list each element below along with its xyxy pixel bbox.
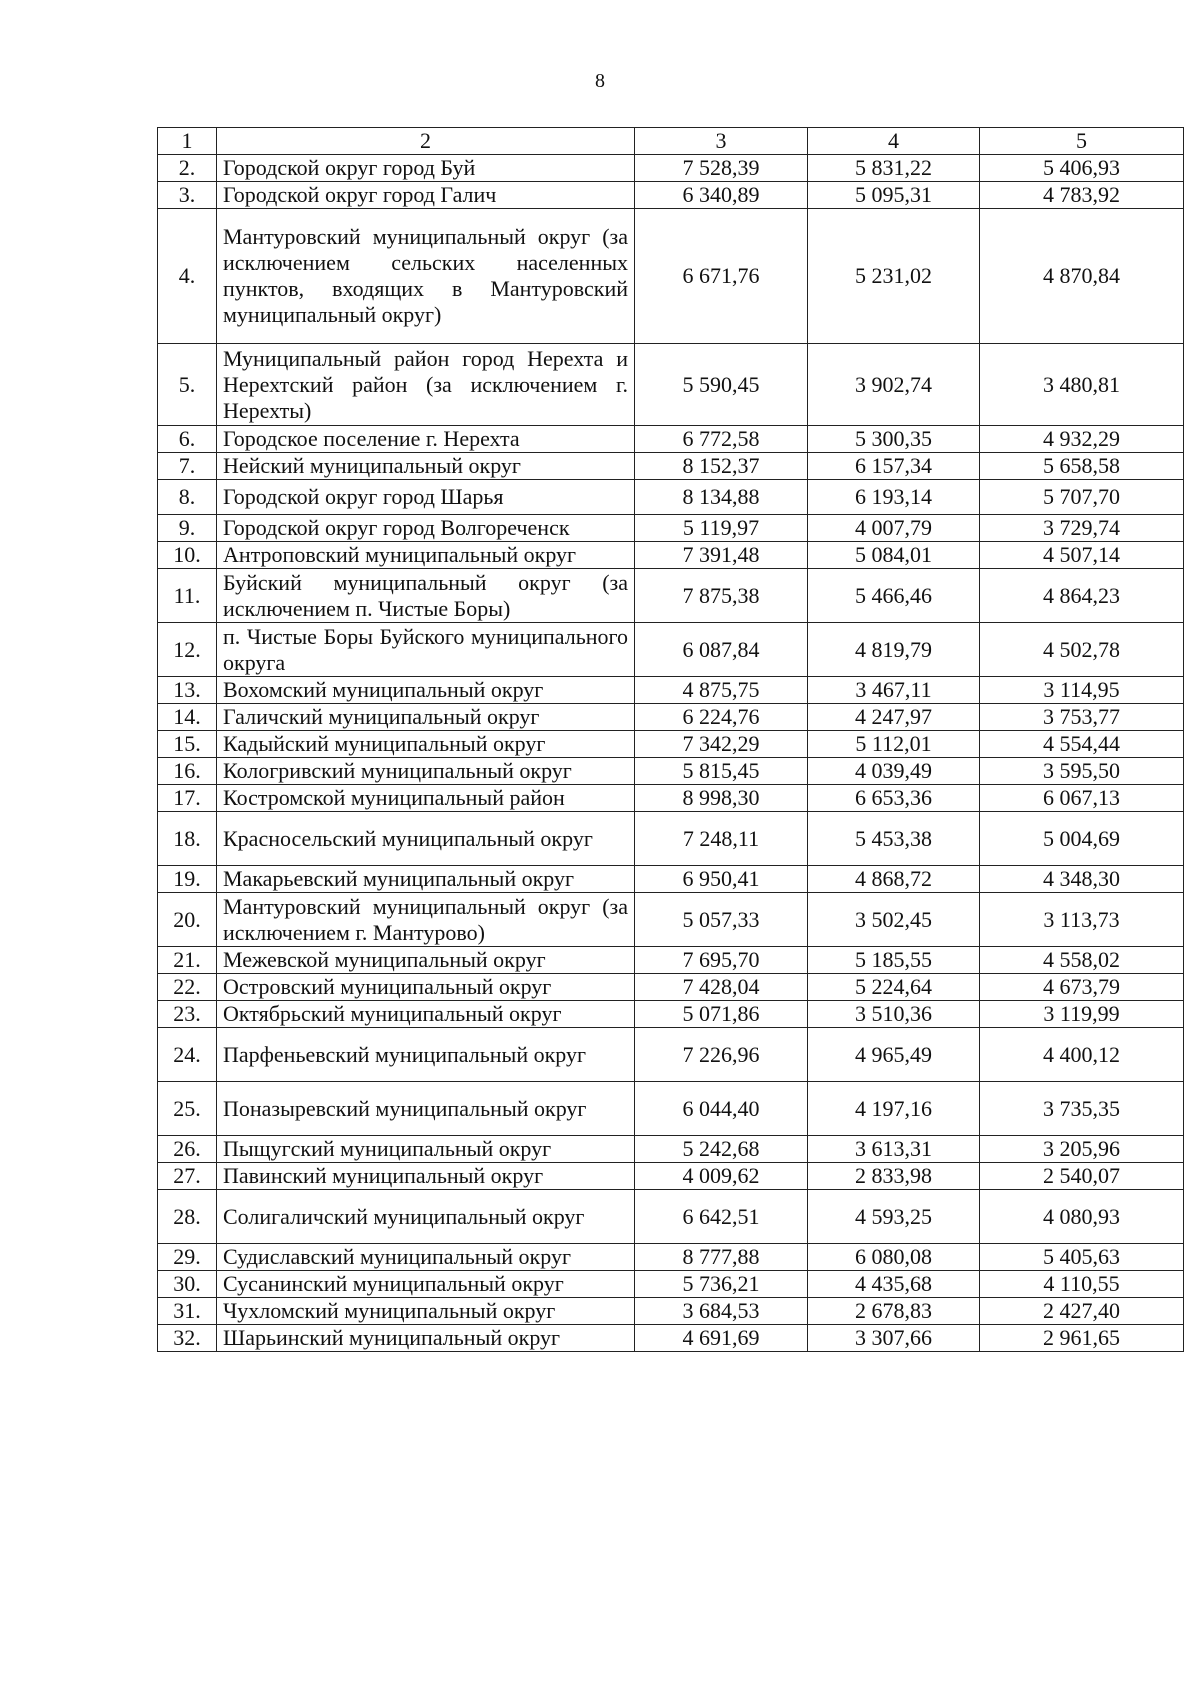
municipality-name-cell: Пыщугский муниципальный округ xyxy=(217,1136,635,1163)
row-number-cell: 32. xyxy=(158,1325,217,1352)
value-col5-cell: 4 080,93 xyxy=(980,1190,1184,1244)
value-col3-cell: 6 340,89 xyxy=(635,182,808,209)
table-row xyxy=(158,623,1184,677)
row-number-cell: 14. xyxy=(158,704,217,731)
value-col3-cell: 6 087,84 xyxy=(635,623,808,677)
table-row xyxy=(158,1190,1184,1244)
municipality-name-cell: Красносельский муниципальный округ xyxy=(217,812,635,866)
value-col3-cell: 5 242,68 xyxy=(635,1136,808,1163)
municipality-name-cell: Макарьевский муниципальный округ xyxy=(217,866,635,893)
value-col5-cell: 5 658,58 xyxy=(980,453,1184,480)
value-col4-cell: 4 007,79 xyxy=(808,515,980,542)
value-col4-cell: 3 510,36 xyxy=(808,1001,980,1028)
table-row xyxy=(158,1082,1184,1136)
value-col3-cell: 7 248,11 xyxy=(635,812,808,866)
row-number-cell: 3. xyxy=(158,182,217,209)
value-col3-cell: 5 119,97 xyxy=(635,515,808,542)
municipality-name-cell: Судиславский муниципальный округ xyxy=(217,1244,635,1271)
municipality-name-cell: Костромской муниципальный район xyxy=(217,785,635,812)
value-col5-cell: 4 110,55 xyxy=(980,1271,1184,1298)
value-col3-cell: 5 057,33 xyxy=(635,893,808,947)
municipality-name-cell: Солигаличский муниципальный округ xyxy=(217,1190,635,1244)
row-number-cell: 26. xyxy=(158,1136,217,1163)
value-col4-cell: 4 039,49 xyxy=(808,758,980,785)
municipality-name-cell: Буйский муниципальный округ (за исключением п. Чистые Боры) xyxy=(217,569,635,623)
municipality-name-cell: Городской округ город Волгореченск xyxy=(217,515,635,542)
municipality-name-cell: Антроповский муниципальный округ xyxy=(217,542,635,569)
table-body xyxy=(158,128,1184,1352)
value-col3-cell: 4 875,75 xyxy=(635,677,808,704)
row-number-cell: 17. xyxy=(158,785,217,812)
municipality-name-cell: Парфеньевский муниципальный округ xyxy=(217,1028,635,1082)
table-header-row xyxy=(158,128,1184,155)
value-col5-cell: 6 067,13 xyxy=(980,785,1184,812)
value-col3-cell: 6 772,58 xyxy=(635,426,808,453)
table-row xyxy=(158,974,1184,1001)
value-col4-cell: 5 185,55 xyxy=(808,947,980,974)
header-cell-2: 2 xyxy=(217,128,635,155)
value-col5-cell: 3 595,50 xyxy=(980,758,1184,785)
value-col3-cell: 8 777,88 xyxy=(635,1244,808,1271)
table-row xyxy=(158,812,1184,866)
table-row xyxy=(158,1136,1184,1163)
value-col4-cell: 4 247,97 xyxy=(808,704,980,731)
municipality-name-cell: Октябрьский муниципальный округ xyxy=(217,1001,635,1028)
value-col3-cell: 6 950,41 xyxy=(635,866,808,893)
municipality-name-cell: Шарьинский муниципальный округ xyxy=(217,1325,635,1352)
row-number-cell: 2. xyxy=(158,155,217,182)
table-row xyxy=(158,1271,1184,1298)
row-number-cell: 25. xyxy=(158,1082,217,1136)
table-row xyxy=(158,731,1184,758)
value-col4-cell: 3 902,74 xyxy=(808,344,980,426)
table-row xyxy=(158,542,1184,569)
value-col5-cell: 2 427,40 xyxy=(980,1298,1184,1325)
value-col3-cell: 7 528,39 xyxy=(635,155,808,182)
header-cell-1: 1 xyxy=(158,128,217,155)
value-col5-cell: 5 004,69 xyxy=(980,812,1184,866)
value-col3-cell: 6 642,51 xyxy=(635,1190,808,1244)
value-col4-cell: 5 466,46 xyxy=(808,569,980,623)
value-col5-cell: 5 707,70 xyxy=(980,480,1184,515)
value-col3-cell: 7 695,70 xyxy=(635,947,808,974)
value-col3-cell: 6 224,76 xyxy=(635,704,808,731)
header-cell-4: 4 xyxy=(808,128,980,155)
table-row xyxy=(158,677,1184,704)
value-col4-cell: 3 307,66 xyxy=(808,1325,980,1352)
value-col4-cell: 5 231,02 xyxy=(808,209,980,344)
municipality-name-cell: Кологривский муниципальный округ xyxy=(217,758,635,785)
value-col5-cell: 3 735,35 xyxy=(980,1082,1184,1136)
value-col5-cell: 4 870,84 xyxy=(980,209,1184,344)
row-number-cell: 5. xyxy=(158,344,217,426)
table-row xyxy=(158,155,1184,182)
row-number-cell: 30. xyxy=(158,1271,217,1298)
row-number-cell: 24. xyxy=(158,1028,217,1082)
value-col3-cell: 7 875,38 xyxy=(635,569,808,623)
value-col4-cell: 5 224,64 xyxy=(808,974,980,1001)
municipality-name-cell: Галичский муниципальный округ xyxy=(217,704,635,731)
table-row xyxy=(158,1325,1184,1352)
value-col4-cell: 4 965,49 xyxy=(808,1028,980,1082)
row-number-cell: 7. xyxy=(158,453,217,480)
row-number-cell: 18. xyxy=(158,812,217,866)
value-col5-cell: 3 729,74 xyxy=(980,515,1184,542)
value-col3-cell: 5 590,45 xyxy=(635,344,808,426)
value-col5-cell: 3 119,99 xyxy=(980,1001,1184,1028)
row-number-cell: 15. xyxy=(158,731,217,758)
value-col3-cell: 5 815,45 xyxy=(635,758,808,785)
header-cell-3: 3 xyxy=(635,128,808,155)
row-number-cell: 8. xyxy=(158,480,217,515)
table-row xyxy=(158,182,1184,209)
table-row xyxy=(158,453,1184,480)
municipality-name-cell: Мантуровский муниципальный округ (за исключением сельских населенных пунктов, входящих в Мантуровский муниципальный округ) xyxy=(217,209,635,344)
value-col3-cell: 3 684,53 xyxy=(635,1298,808,1325)
value-col5-cell: 2 540,07 xyxy=(980,1163,1184,1190)
header-cell-5: 5 xyxy=(980,128,1184,155)
municipality-name-cell: Городское поселение г. Нерехта xyxy=(217,426,635,453)
value-col5-cell: 5 405,63 xyxy=(980,1244,1184,1271)
value-col3-cell: 8 134,88 xyxy=(635,480,808,515)
table-row xyxy=(158,1298,1184,1325)
value-col5-cell: 2 961,65 xyxy=(980,1325,1184,1352)
table-row xyxy=(158,947,1184,974)
row-number-cell: 31. xyxy=(158,1298,217,1325)
row-number-cell: 12. xyxy=(158,623,217,677)
page-number: 8 xyxy=(595,70,605,92)
value-col4-cell: 2 678,83 xyxy=(808,1298,980,1325)
municipality-name-cell: Мантуровский муниципальный округ (за исключением г. Мантурово) xyxy=(217,893,635,947)
table-row xyxy=(158,480,1184,515)
value-col4-cell: 3 502,45 xyxy=(808,893,980,947)
municipality-name-cell: Городской округ город Шарья xyxy=(217,480,635,515)
value-col4-cell: 5 084,01 xyxy=(808,542,980,569)
value-col3-cell: 8 998,30 xyxy=(635,785,808,812)
municipality-name-cell: Чухломский муниципальный округ xyxy=(217,1298,635,1325)
value-col3-cell: 6 044,40 xyxy=(635,1082,808,1136)
data-table xyxy=(157,127,1184,1352)
table-row xyxy=(158,758,1184,785)
value-col3-cell: 5 071,86 xyxy=(635,1001,808,1028)
table-row xyxy=(158,515,1184,542)
table-row xyxy=(158,893,1184,947)
value-col5-cell: 4 400,12 xyxy=(980,1028,1184,1082)
row-number-cell: 11. xyxy=(158,569,217,623)
municipality-name-cell: Павинский муниципальный округ xyxy=(217,1163,635,1190)
value-col3-cell: 4 691,69 xyxy=(635,1325,808,1352)
municipality-name-cell: Городской округ город Галич xyxy=(217,182,635,209)
value-col4-cell: 5 095,31 xyxy=(808,182,980,209)
value-col4-cell: 4 593,25 xyxy=(808,1190,980,1244)
value-col5-cell: 4 558,02 xyxy=(980,947,1184,974)
value-col3-cell: 7 391,48 xyxy=(635,542,808,569)
value-col5-cell: 4 507,14 xyxy=(980,542,1184,569)
value-col5-cell: 4 783,92 xyxy=(980,182,1184,209)
value-col5-cell: 3 753,77 xyxy=(980,704,1184,731)
value-col5-cell: 3 480,81 xyxy=(980,344,1184,426)
value-col4-cell: 4 819,79 xyxy=(808,623,980,677)
municipality-name-cell: Городской округ город Буй xyxy=(217,155,635,182)
row-number-cell: 22. xyxy=(158,974,217,1001)
row-number-cell: 27. xyxy=(158,1163,217,1190)
value-col3-cell: 8 152,37 xyxy=(635,453,808,480)
value-col3-cell: 5 736,21 xyxy=(635,1271,808,1298)
value-col3-cell: 6 671,76 xyxy=(635,209,808,344)
value-col4-cell: 3 613,31 xyxy=(808,1136,980,1163)
table-row xyxy=(158,704,1184,731)
row-number-cell: 13. xyxy=(158,677,217,704)
row-number-cell: 29. xyxy=(158,1244,217,1271)
row-number-cell: 6. xyxy=(158,426,217,453)
value-col5-cell: 4 932,29 xyxy=(980,426,1184,453)
value-col4-cell: 5 300,35 xyxy=(808,426,980,453)
value-col4-cell: 6 157,34 xyxy=(808,453,980,480)
value-col5-cell: 4 348,30 xyxy=(980,866,1184,893)
value-col4-cell: 5 453,38 xyxy=(808,812,980,866)
table-row xyxy=(158,1244,1184,1271)
row-number-cell: 16. xyxy=(158,758,217,785)
municipality-name-cell: Нейский муниципальный округ xyxy=(217,453,635,480)
table-row xyxy=(158,1163,1184,1190)
table-row xyxy=(158,866,1184,893)
municipality-name-cell: п. Чистые Боры Буйского муниципального округа xyxy=(217,623,635,677)
value-col3-cell: 7 428,04 xyxy=(635,974,808,1001)
value-col5-cell: 3 114,95 xyxy=(980,677,1184,704)
municipality-name-cell: Сусанинский муниципальный округ xyxy=(217,1271,635,1298)
value-col4-cell: 5 112,01 xyxy=(808,731,980,758)
row-number-cell: 21. xyxy=(158,947,217,974)
table-row xyxy=(158,1001,1184,1028)
table-row xyxy=(158,785,1184,812)
value-col4-cell: 4 868,72 xyxy=(808,866,980,893)
value-col4-cell: 4 197,16 xyxy=(808,1082,980,1136)
row-number-cell: 9. xyxy=(158,515,217,542)
value-col5-cell: 4 502,78 xyxy=(980,623,1184,677)
value-col5-cell: 5 406,93 xyxy=(980,155,1184,182)
value-col4-cell: 4 435,68 xyxy=(808,1271,980,1298)
municipality-name-cell: Межевской муниципальный округ xyxy=(217,947,635,974)
row-number-cell: 23. xyxy=(158,1001,217,1028)
value-col3-cell: 7 226,96 xyxy=(635,1028,808,1082)
row-number-cell: 20. xyxy=(158,893,217,947)
value-col5-cell: 3 113,73 xyxy=(980,893,1184,947)
row-number-cell: 19. xyxy=(158,866,217,893)
value-col3-cell: 7 342,29 xyxy=(635,731,808,758)
value-col4-cell: 5 831,22 xyxy=(808,155,980,182)
value-col3-cell: 4 009,62 xyxy=(635,1163,808,1190)
table-row xyxy=(158,344,1184,426)
value-col5-cell: 4 673,79 xyxy=(980,974,1184,1001)
table-row xyxy=(158,426,1184,453)
value-col4-cell: 2 833,98 xyxy=(808,1163,980,1190)
value-col5-cell: 3 205,96 xyxy=(980,1136,1184,1163)
value-col4-cell: 3 467,11 xyxy=(808,677,980,704)
value-col4-cell: 6 193,14 xyxy=(808,480,980,515)
municipality-name-cell: Поназыревский муниципальный округ xyxy=(217,1082,635,1136)
value-col4-cell: 6 653,36 xyxy=(808,785,980,812)
municipality-name-cell: Кадыйский муниципальный округ xyxy=(217,731,635,758)
table-row xyxy=(158,569,1184,623)
municipality-name-cell: Вохомский муниципальный округ xyxy=(217,677,635,704)
value-col4-cell: 6 080,08 xyxy=(808,1244,980,1271)
municipality-name-cell: Муниципальный район город Нерехта и Нерехтский район (за исключением г. Нерехты) xyxy=(217,344,635,426)
row-number-cell: 28. xyxy=(158,1190,217,1244)
value-col5-cell: 4 554,44 xyxy=(980,731,1184,758)
table-row xyxy=(158,209,1184,344)
table-row xyxy=(158,1028,1184,1082)
row-number-cell: 10. xyxy=(158,542,217,569)
municipality-name-cell: Островский муниципальный округ xyxy=(217,974,635,1001)
row-number-cell: 4. xyxy=(158,209,217,344)
value-col5-cell: 4 864,23 xyxy=(980,569,1184,623)
